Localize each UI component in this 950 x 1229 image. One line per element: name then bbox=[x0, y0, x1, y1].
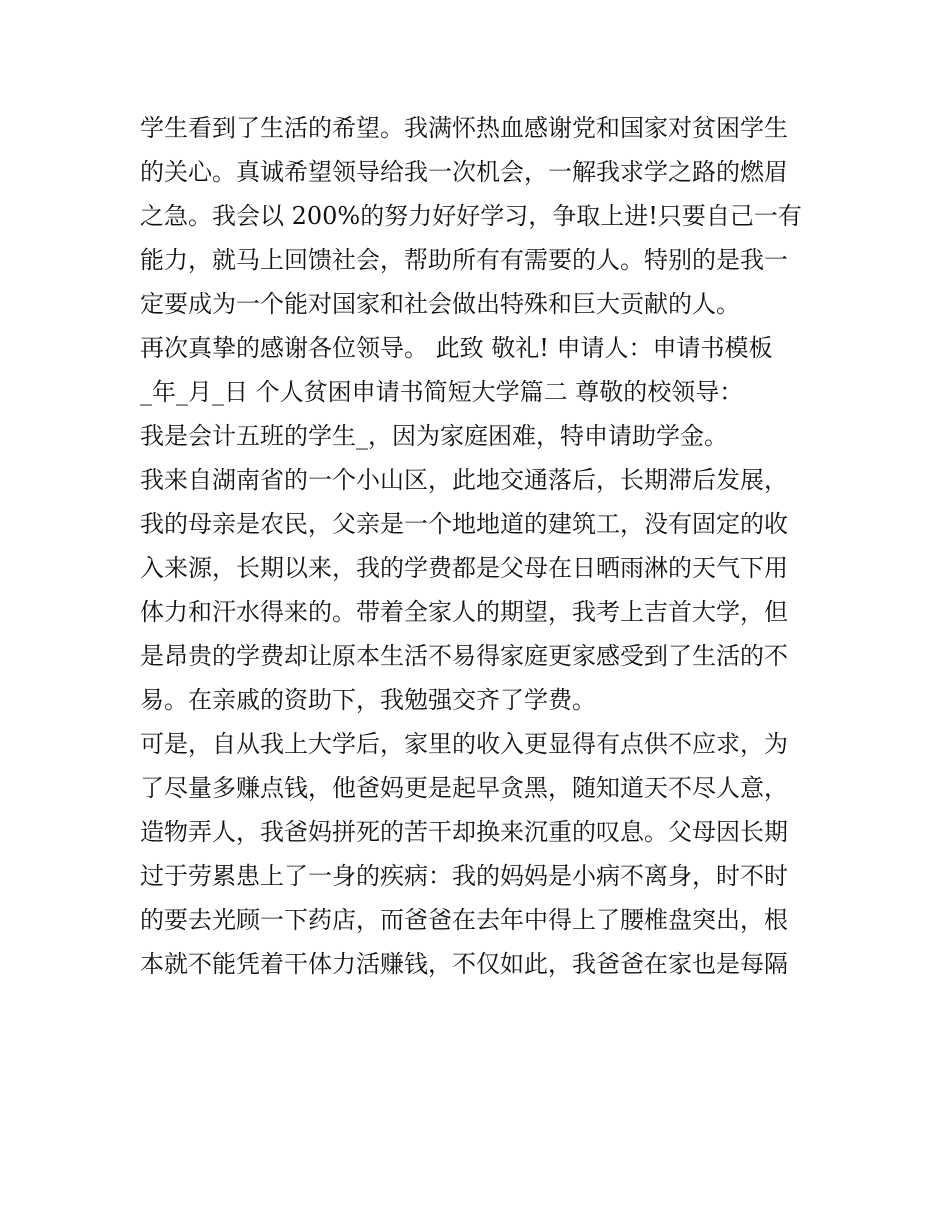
text-line: 我是会计五班的学生_，因为家庭困难，特申请助学金。 bbox=[140, 422, 728, 450]
text-line: 的要去光顾一下药店，而爸爸在去年中得上了腰椎盘突出，根 bbox=[140, 906, 788, 934]
text-line: 造物弄人，我爸妈拼死的苦干却换来沉重的叹息。父母因长期 bbox=[140, 818, 788, 846]
text-line: 的关心。真诚希望领导给我一次机会，一解我求学之路的燃眉 bbox=[140, 158, 788, 186]
document-body bbox=[140, 106, 830, 986]
text-line: 之急。我会以 200%的努力好好学习，争取上进!只要自己一有 bbox=[140, 202, 802, 230]
text-line: _年_月_日 个人贫困申请书简短大学篇二 尊敬的校领导： bbox=[140, 378, 744, 406]
text-line: 学生看到了生活的希望。我满怀热血感谢党和国家对贫困学生 bbox=[140, 114, 788, 142]
text-line: 本就不能凭着干体力活赚钱，不仅如此，我爸爸在家也是每隔 bbox=[140, 950, 788, 978]
text-line: 我来自湖南省的一个小山区，此地交通落后，长期滞后发展， bbox=[140, 466, 788, 494]
text-line: 了尽量多赚点钱，他爸妈更是起早贪黑，随知道天不尽人意， bbox=[140, 774, 788, 802]
text-line: 是昂贵的学费却让原本生活不易得家庭更家感受到了生活的不 bbox=[140, 642, 788, 670]
text-line: 可是，自从我上大学后，家里的收入更显得有点供不应求，为 bbox=[140, 730, 788, 758]
text-line: 我的母亲是农民，父亲是一个地地道的建筑工，没有固定的收 bbox=[140, 510, 788, 538]
text-line: 体力和汗水得来的。带着全家人的期望，我考上吉首大学，但 bbox=[140, 598, 788, 626]
text-line: 定要成为一个能对国家和社会做出特殊和巨大贡献的人。 bbox=[140, 290, 740, 318]
text-line: 过于劳累患上了一身的疾病：我的妈妈是小病不离身，时不时 bbox=[140, 862, 788, 890]
text-line: 再次真挚的感谢各位领导。 此致 敬礼! 申请人：申请书模板 bbox=[140, 334, 773, 362]
text-line: 易。在亲戚的资助下，我勉强交齐了学费。 bbox=[140, 686, 596, 714]
text-line: 入来源，长期以来，我的学费都是父母在日晒雨淋的天气下用 bbox=[140, 554, 788, 582]
text-line: 能力，就马上回馈社会，帮助所有有需要的人。特别的是我一 bbox=[140, 246, 788, 274]
